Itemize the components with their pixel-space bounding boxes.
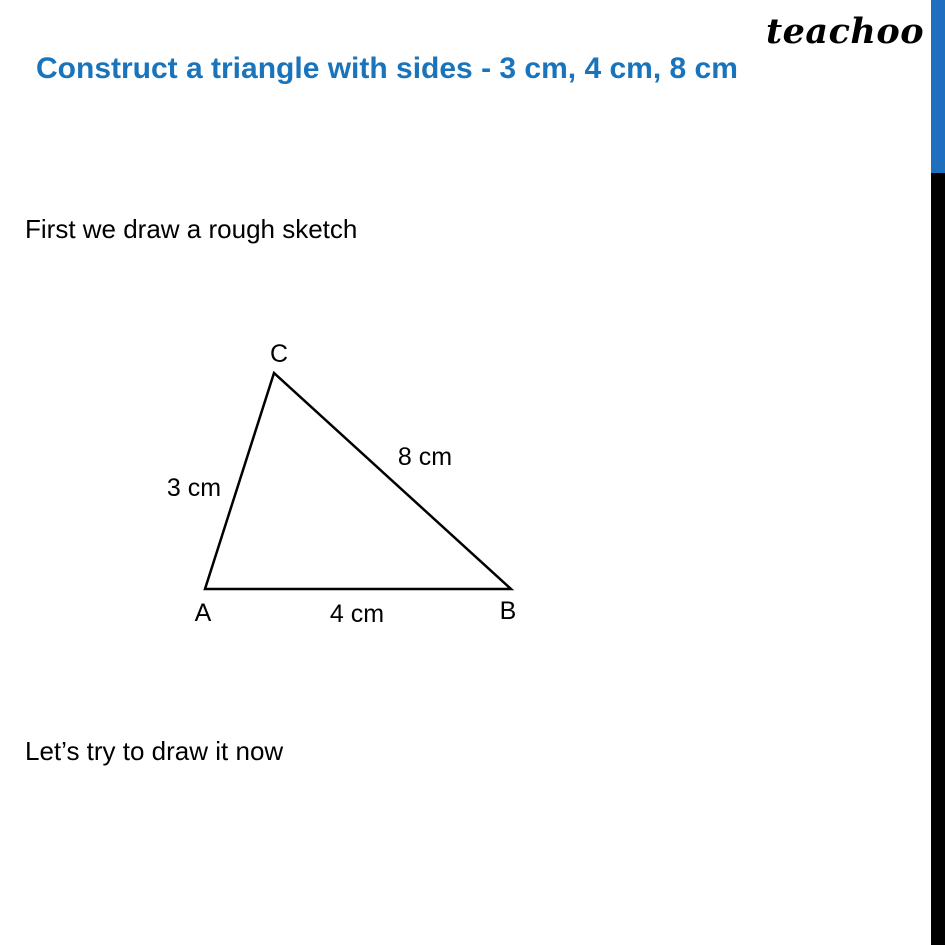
teachoo-logo: teachoo: [766, 11, 925, 52]
triangle-outline: [205, 373, 511, 589]
vertex-label-a: A: [194, 599, 212, 627]
side-label-ac: 3 cm: [166, 474, 222, 502]
side-label-bc: 8 cm: [397, 443, 453, 471]
vertex-label-c: C: [269, 340, 289, 368]
page-title: Construct a triangle with sides - 3 cm, 4 cm, 8 cm: [36, 52, 738, 85]
instruction-draw-now: Let’s try to draw it now: [25, 736, 284, 766]
vertex-label-b: B: [499, 597, 517, 625]
instruction-rough-sketch: First we draw a rough sketch: [25, 214, 358, 244]
side-label-ab: 4 cm: [329, 600, 385, 628]
